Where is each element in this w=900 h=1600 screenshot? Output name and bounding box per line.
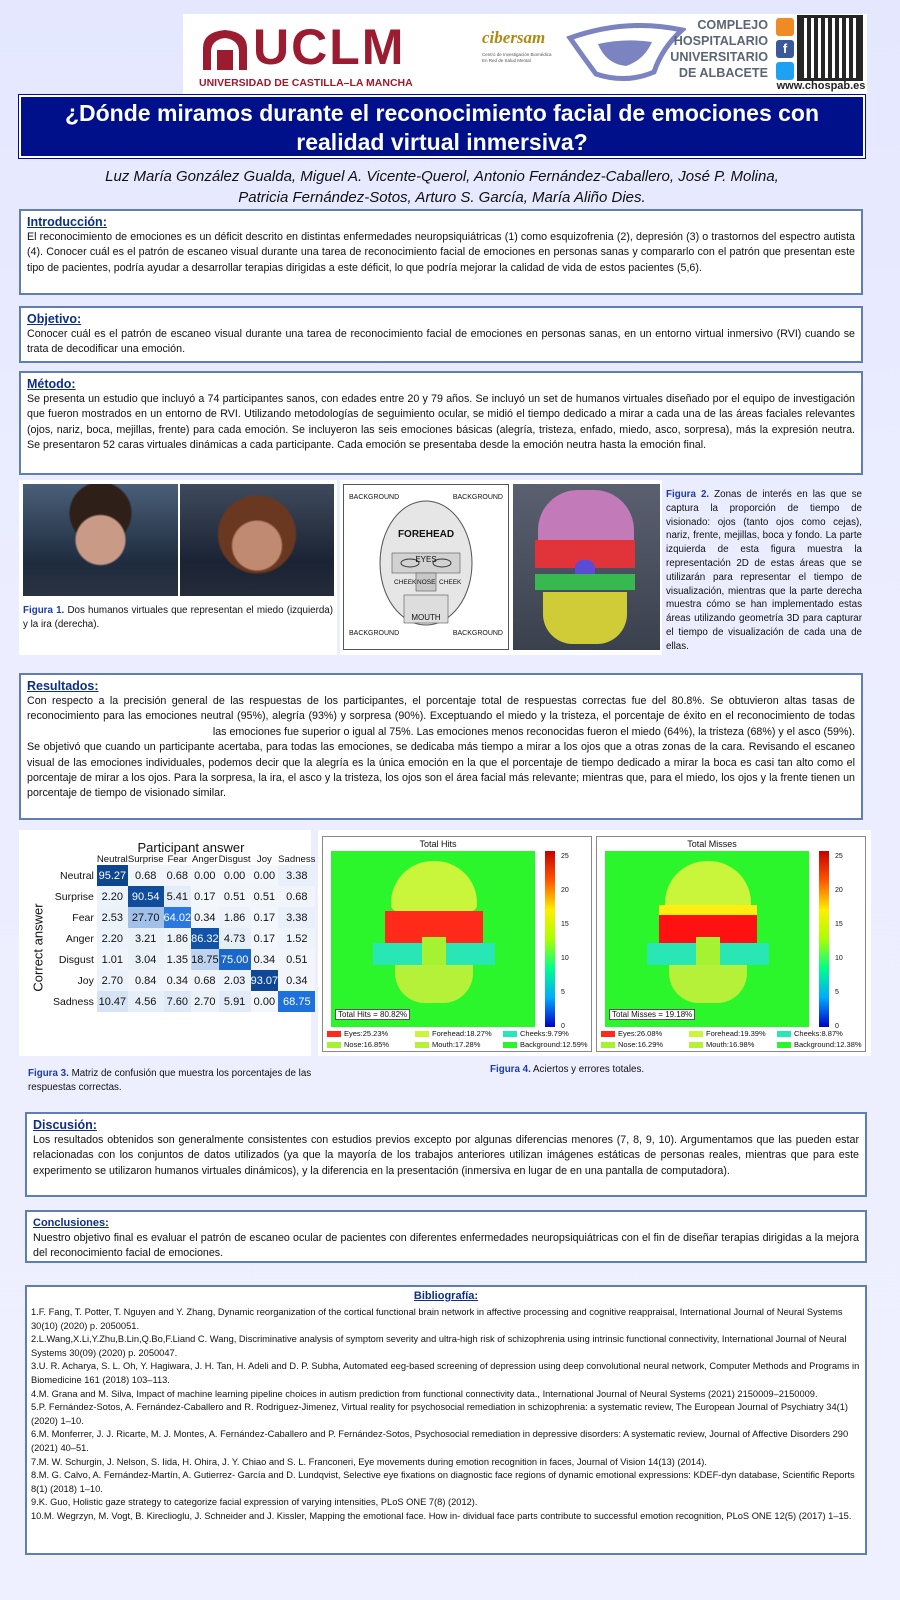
reference-list	[31, 1306, 861, 1524]
matrix-cell: 3.04	[128, 949, 164, 970]
legend-swatch	[689, 1042, 703, 1048]
hosp-line: HOSPITALARIO	[673, 34, 768, 48]
matrix-corner	[53, 854, 97, 865]
reference-item: 5.P. Fernández-Sotos, A. Fernández-Caballero and R. Rodriguez-Jimenez, Virtual reality for psychosocial remediation in schizophrenia: a systematic review, The European Journal of Psychiatry 34(1) (2020) 1–10.	[31, 1402, 848, 1426]
hosp-line: UNIVERSITARIO	[670, 50, 768, 64]
legend-label: Mouth:16.98%	[706, 1040, 755, 1049]
matrix-cell: 2.70	[97, 970, 128, 991]
matrix-col-label: Joy	[256, 854, 272, 865]
matrix-cell: 0.84	[128, 970, 164, 991]
matrix-cell: 18.75	[191, 949, 219, 970]
matrix-cell: 2.20	[97, 886, 128, 907]
section-heading: Método:	[27, 377, 76, 391]
figure4-caption	[490, 1063, 690, 1077]
label-bg-tl: BACKGROUND	[349, 494, 400, 501]
section-heading: Conclusiones:	[33, 1217, 109, 1229]
matrix-col-label: Fear	[167, 854, 188, 865]
matrix-cell: 0.68	[164, 865, 192, 886]
matrix-cell: 2.20	[97, 928, 128, 949]
hosp-line: COMPLEJO	[697, 18, 768, 32]
legend-label: Cheeks:9.79%	[520, 1029, 569, 1038]
matrix-col-label: Disgust	[218, 854, 251, 865]
section-text: Se objetivó que cuando un participante acertaba, para todas las emociones, se dedicaba más tiempo a mirar a los ojos que a otras zonas de la cara. Revisando el escaneo visual de las emociones individuales, podemos decir que la alegría es la única emoción en la que el porcentaje de tiempo dedicado a mirar la boca es casi tan alto como el porcentaje de mirar a los ojos. Para la sorpresa, la ira, el asco y la tristeza, los ojos son el área facial más relevante; mientras que, para el miedo, los ojos y la frente tienen un porcentaje de tiempo de visionado similar.	[27, 741, 855, 800]
label-eyes: EYES	[415, 555, 437, 564]
label-bg-tr: BACKGROUND	[452, 494, 503, 501]
legend-swatch	[327, 1031, 341, 1037]
legend-swatch	[415, 1031, 429, 1037]
legend-swatch	[601, 1031, 615, 1037]
matrix-cell: 3.38	[278, 907, 315, 928]
legend-swatch	[689, 1031, 703, 1037]
matrix-cell: 0.68	[278, 886, 315, 907]
section-heading: Discusión:	[33, 1118, 97, 1132]
legend-swatch	[777, 1042, 791, 1048]
cibersam-wordmark: cibersam	[482, 28, 546, 47]
matrix-cell: 2.53	[97, 907, 128, 928]
matrix-ylabel: Correct answer	[30, 903, 46, 992]
matrix-cell: 75.00	[219, 949, 251, 970]
colorbar-tick: 5	[835, 989, 839, 996]
reference-item: 1.F. Fang, T. Potter, T. Nguyen and Y. Zhang, Dynamic reorganization of the cortical functional brain network in affective processing and cognitive reappraisal, International Journal of Neural Systems 30(10) (2020) p. 2050051.	[31, 1307, 843, 1331]
legend-swatch	[415, 1042, 429, 1048]
rss-icon[interactable]	[776, 18, 794, 36]
hosp-line: DE ALBACETE	[678, 66, 768, 80]
matrix-row-label: Sadness	[53, 995, 94, 1008]
matrix-cell: 7.60	[164, 991, 192, 1012]
label-cheek-r: CHEEK	[439, 579, 462, 586]
matrix-cell: 0.00	[191, 865, 219, 886]
colorbar-tick: 10	[835, 955, 843, 962]
matrix-row	[53, 865, 315, 886]
cibersam-subtitle: Centro de Investigación Biomédica En Red de Salud Mental	[482, 52, 552, 63]
matrix-cell: 10.47	[97, 991, 128, 1012]
matrix-row-label: Fear	[72, 911, 94, 924]
conclusions-section	[25, 1210, 867, 1263]
uclm-emblem-icon	[199, 26, 251, 72]
face-areas-3d	[513, 484, 660, 650]
legend-swatch	[503, 1031, 517, 1037]
virtual-human-fear	[23, 484, 178, 596]
area-cheeks-3d	[535, 574, 635, 590]
label-bg-br: BACKGROUND	[452, 630, 503, 637]
colorbar-tick: 0	[835, 1023, 839, 1030]
matrix-title: Participant answer	[137, 840, 245, 855]
matrix-row-label: Joy	[77, 974, 94, 987]
hospital-url[interactable]: www.chospab.es	[776, 80, 866, 92]
section-text: Conocer cuál es el patrón de escaneo visual durante una tarea de reconocimiento facial de emociones en personas sanas, en un entorno virtual inmersivo (RVI) cuando se trata de decodificar una emoción.	[27, 328, 855, 356]
matrix-cell: 0.00	[251, 865, 279, 886]
matrix-cell: 1.86	[164, 928, 192, 949]
label-nose: NOSE	[417, 579, 436, 586]
caption-text: Aciertos y errores totales.	[530, 1064, 645, 1075]
matrix-row-label: Anger	[65, 932, 94, 945]
colorbar-tick: 15	[561, 921, 569, 928]
label-cheek-l: CHEEK	[394, 579, 417, 586]
heatmap-nose	[422, 937, 446, 965]
colorbar-tick: 25	[835, 853, 843, 860]
matrix-cell: 64.02	[164, 907, 192, 928]
legend-label: Cheeks:8.87%	[794, 1029, 843, 1038]
figure1-caption	[23, 604, 333, 632]
colorbar-tick: 15	[835, 921, 843, 928]
legend-label: Background:12.38%	[794, 1040, 862, 1049]
twitter-icon[interactable]	[776, 62, 794, 80]
matrix-row	[53, 907, 315, 928]
label-mouth: MOUTH	[411, 613, 441, 622]
confusion-matrix-panel	[19, 830, 316, 1056]
poster-title: ¿Dónde miramos durante el reconocimiento facial de emociones con realidad virtual inmersiva?	[64, 100, 820, 155]
matrix-cell: 5.91	[219, 991, 251, 1012]
matrix-cell: 0.68	[128, 865, 164, 886]
reference-item: 10.M. Wegrzyn, M. Vogt, B. Kireclioglu, J. Schneider and J. Kissler, Mapping the emotional face. How in- dividual face parts contribute to successful emotion recognition, PLoS ONE 12(5) (2017) 1–15.	[31, 1510, 852, 1521]
reference-item: 7.M. W. Schurgin, J. Nelson, S. Iida, H. Ohira, J. Y. Chiao and S. L. Franconeri, Eye movements during emotion recognition in faces, Journal of Vision 14(13) (2014).	[31, 1456, 707, 1467]
label-bg-bl: BACKGROUND	[349, 630, 400, 637]
colorbar-tick: 5	[561, 989, 565, 996]
section-text: Los resultados obtenidos son generalmente consistentes con estudios previos excepto por algunas diferencias menores (7, 8, 9, 10). Argumentamos que las pueden estar relacionadas con los conjuntos de datos utilizados (ya que la mayoría de los trabajos anteriores utilizan imágenes estáticas de personas reales, mientras que para este experimento se utilizaron humanos virtuales dinámicos), y la diferencia en la presentación (inmersiva en lugar de en una pantalla de computadora).	[33, 1134, 859, 1177]
matrix-cell: 0.17	[251, 907, 279, 928]
area-mouth-3d	[543, 592, 627, 644]
matrix-cell: 0.00	[251, 991, 279, 1012]
legend-swatch	[601, 1042, 615, 1048]
section-text: Se presenta un estudio que incluyó a 74 participantes sanos, con edades entre 20 y 79 años. Se incluyó un set de humanos virtuales diseñado por el equipo de investigación que fueron mostrados en un entorno de RVI. Utilizando metodologías de seguimiento ocular, se midió el tiempo dedicado a mirar a cada una de las áreas faciales relevantes (ojos, nariz, boca, mejillas, frente) para cada emoción. Se incluyeron las seis emociones básicas (alegría, tristeza, enfado, miedo, asco, sorpresa), más la expresión neutra. Se presentaron 52 caras virtuales dinámicas a cada participante. Cada emoción se presentaba desde la emoción neutra hasta la emoción final.	[27, 393, 855, 452]
results-section	[19, 673, 863, 820]
section-heading: Objetivo:	[27, 312, 82, 326]
matrix-cell: 86.32	[191, 928, 219, 949]
matrix-cell: 0.34	[251, 949, 279, 970]
legend-label: Background:12.59%	[520, 1040, 588, 1049]
matrix-cell: 0.17	[251, 928, 279, 949]
uclm-subtitle: UNIVERSIDAD DE CASTILLA–LA MANCHA	[199, 77, 413, 89]
heatmap-total: Total Hits = 80.82%	[335, 1009, 410, 1020]
matrix-row	[53, 886, 315, 907]
heatmap-title: Total Misses	[687, 839, 737, 849]
caption-label: Figura 3.	[28, 1068, 69, 1079]
caption-text: Matriz de confusión que muestra los porcentajes de las respuestas correctas.	[28, 1068, 312, 1093]
legend-swatch	[503, 1042, 517, 1048]
authors	[19, 166, 865, 208]
total-hits-panel	[322, 836, 592, 1052]
figure3-caption	[28, 1067, 318, 1095]
caption-text: Dos humanos virtuales que representan el miedo (izquierda) y la ira (derecha).	[23, 605, 333, 630]
matrix-cell: 90.54	[128, 886, 164, 907]
section-text: Con respecto a la precisión general de las respuestas de los participantes, el porcentaje total de respuestas correctas fue del 80.8%. Se obtuvieron altas tasas de reconocimiento para las emociones neutral (95%), alegría (93%) y sorpresa (90%). Exceptuando el miedo y la tristeza, el porcentaje de éxito en el reconocimiento de todas las emociones fue superior o igual al 75%. Las emociones menos reconocidas fueron el miedo (64%), la tristeza (68%) y el asco (59%).	[27, 695, 855, 738]
matrix-col-label: Neutral	[96, 854, 128, 865]
matrix-cell: 3.21	[128, 928, 164, 949]
colorbar-tick: 20	[561, 887, 569, 894]
matrix-cell: 1.35	[164, 949, 192, 970]
legend-swatch	[327, 1042, 341, 1048]
colorbar	[545, 851, 555, 1027]
bibliography-section	[25, 1285, 867, 1555]
caption-label: Figura 2.	[666, 489, 710, 500]
total-misses-panel	[596, 836, 866, 1052]
caption-label: Figura 1.	[23, 605, 65, 616]
virtual-human-anger	[180, 484, 334, 596]
matrix-row-label: Surprise	[54, 890, 94, 903]
matrix-row	[53, 970, 315, 991]
matrix-cell: 1.01	[97, 949, 128, 970]
reference-item: 8.M. G. Calvo, A. Fernández-Martín, A. Gutierrez- García and D. Lundqvist, Selective eye fixations on diagnostic face regions of dynamic emotional expressions: KDEF-dyn database, Scientific Reports 8(1) (2018) 1–10.	[31, 1470, 855, 1494]
matrix-row	[53, 991, 315, 1012]
reference-item: 9.K. Guo, Holistic gaze strategy to categorize facial expression of varying intensities, PLoS ONE 7(8) (2012).	[31, 1497, 478, 1508]
colorbar	[819, 851, 829, 1027]
matrix-col-label: Anger	[192, 854, 218, 865]
matrix-cell: 0.34	[278, 970, 315, 991]
matrix-cell: 3.38	[278, 865, 315, 886]
matrix-cell: 2.03	[219, 970, 251, 991]
caption-label: Figura 4.	[490, 1064, 531, 1075]
section-text: Nuestro objetivo final es evaluar el patrón de escaneo ocular de pacientes con diferentes enfermedades neuropsiquiátricas con el fin de diseñar terapias dirigidas a la mejora del reconocimiento facial de emociones.	[33, 1232, 859, 1260]
matrix-cell: 5.41	[164, 886, 192, 907]
matrix-cell: 27.70	[128, 907, 164, 928]
heatmap-nose	[696, 937, 720, 965]
legend-label: Nose:16.29%	[618, 1040, 664, 1049]
section-heading: Resultados:	[27, 679, 99, 693]
matrix-col-label: Surprise	[127, 854, 164, 865]
uclm-logo	[195, 19, 455, 92]
reference-item: 2.L.Wang,X.Li,Y.Zhu,B.Lin,Q.Bo,F.Liand C. Wang, Discriminative analysis of symptom severity and ultra-high risk of schizophrenia using intrinsic functional connectivity, International Journal of Neural Systems 30(09) (2020) p. 2050047.	[31, 1334, 847, 1358]
matrix-row-label: Neutral	[60, 869, 94, 882]
heatmap-total: Total Misses = 19.18%	[609, 1009, 695, 1020]
legend-label: Forehead:19.39%	[706, 1029, 766, 1038]
matrix-row	[53, 949, 315, 970]
face-outline-icon	[344, 485, 508, 649]
method-section	[19, 371, 863, 475]
heatmap-title: Total Hits	[419, 839, 457, 849]
legend-label: Nose:16.85%	[344, 1040, 390, 1049]
section-heading: Introducción:	[27, 215, 107, 229]
heatmap-eyes-upper	[659, 905, 757, 915]
legend-label: Eyes:25.23%	[344, 1029, 389, 1038]
section-text: El reconocimiento de emociones es un déficit descrito en distintas enfermedades neuropsiquiátricas (1) como esquizofrenia (2), depresión (3) o trastornos del espectro autista (4). Conocer cuál es el patrón de escaneo visual durante una tarea de reconocimiento facial de emociones en personas sanas y compararlo con el patrón que presentan este tipo de pacientes, podría ayudar a desarrollar terapias dirigidas a este déficit, lo que podría mejorar la calidad de vida de estos pacientes (5,6).	[27, 231, 855, 274]
confusion-matrix	[53, 854, 315, 1012]
facebook-icon[interactable]: f	[776, 40, 794, 58]
author-line: Patricia Fernández-Sotos, Arturo S. García, María Aliño Dies.	[238, 189, 646, 206]
objective-section	[19, 306, 863, 363]
matrix-col-label: Sadness	[278, 854, 316, 865]
intro-section	[19, 209, 863, 295]
legend-label: Eyes:26.08%	[618, 1029, 663, 1038]
matrix-cell: 0.34	[191, 907, 219, 928]
matrix-cell: 0.34	[164, 970, 192, 991]
reference-item: 6.M. Monferrer, J. J. Ricarte, M. J. Montes, A. Fernández-Caballero and P. Fernández-Sotos, Psychosocial remediation in depressive disorders: A systematic review, Journal of Affective Disorders 290 (2021) 40–51.	[31, 1429, 849, 1453]
uclm-wordmark: UCLM	[253, 19, 406, 75]
label-forehead: FOREHEAD	[397, 529, 455, 540]
face-areas-diagram	[343, 484, 509, 650]
legend-label: Mouth:17.28%	[432, 1040, 481, 1049]
matrix-cell: 4.56	[128, 991, 164, 1012]
legend-label: Forehead:18.27%	[432, 1029, 492, 1038]
matrix-cell: 0.00	[219, 865, 251, 886]
matrix-cell: 4.73	[219, 928, 251, 949]
matrix-cell: 0.68	[191, 970, 219, 991]
matrix-cell: 0.51	[251, 886, 279, 907]
colorbar-tick: 25	[561, 853, 569, 860]
reference-item: 3.U. R. Acharya, S. L. Oh, Y. Hagiwara, J. H. Tan, H. Adeli and D. P. Subha, Automated eeg-based screening of depression using deep convolutional neural network, Computer Methods and Programs in Biomedicine 161 (2018) 103–113.	[31, 1361, 860, 1385]
section-heading: Bibliografía:	[413, 1290, 479, 1302]
figure2-caption	[666, 488, 862, 654]
hospital-name	[664, 17, 768, 81]
qr-code	[800, 18, 860, 78]
matrix-cell: 0.17	[191, 886, 219, 907]
colorbar-tick: 10	[561, 955, 569, 962]
cibersam-logo	[482, 28, 554, 78]
matrix-cell: 0.51	[219, 886, 251, 907]
title-bar	[19, 95, 865, 158]
matrix-row	[53, 928, 315, 949]
author-line: Luz María González Gualda, Miguel A. Vicente-Querol, Antonio Fernández-Caballero, José P. Molina,	[105, 168, 779, 185]
discussion-section	[25, 1112, 867, 1197]
caption-text: Zonas de interés en las que se captura la proporción de tiempo de visionado: ojos (tanto ojos como cejas), nariz, frente, mejillas, boca y fondo. La parte izquierda de esta figura muestra la representación 2D de estas áreas que se utilizarán para representar el tiempo de visualización, mientras que la parte derecha muestra cómo se han implementado estas áreas utilizando geometría 3D para capturar el tiempo de visualización de cada una de ellas.	[666, 489, 862, 652]
matrix-cell: 1.52	[278, 928, 315, 949]
matrix-row-label: Disgust	[58, 953, 94, 966]
colorbar-tick: 0	[561, 1023, 565, 1030]
matrix-cell: 2.70	[191, 991, 219, 1012]
area-forehead-3d	[538, 490, 634, 540]
matrix-cell: 93.07	[251, 970, 279, 991]
matrix-cell: 0.51	[278, 949, 315, 970]
matrix-cell: 95.27	[97, 865, 128, 886]
legend-swatch	[777, 1031, 791, 1037]
colorbar-tick: 20	[835, 887, 843, 894]
matrix-cell: 68.75	[278, 991, 315, 1012]
reference-item: 4.M. Grana and M. Silva, Impact of machine learning pipeline choices in autism prediction from functional connectivity data., International Journal of Neural Systems (2021) 2150009–2150009.	[31, 1388, 818, 1399]
matrix-cell: 1.86	[219, 907, 251, 928]
